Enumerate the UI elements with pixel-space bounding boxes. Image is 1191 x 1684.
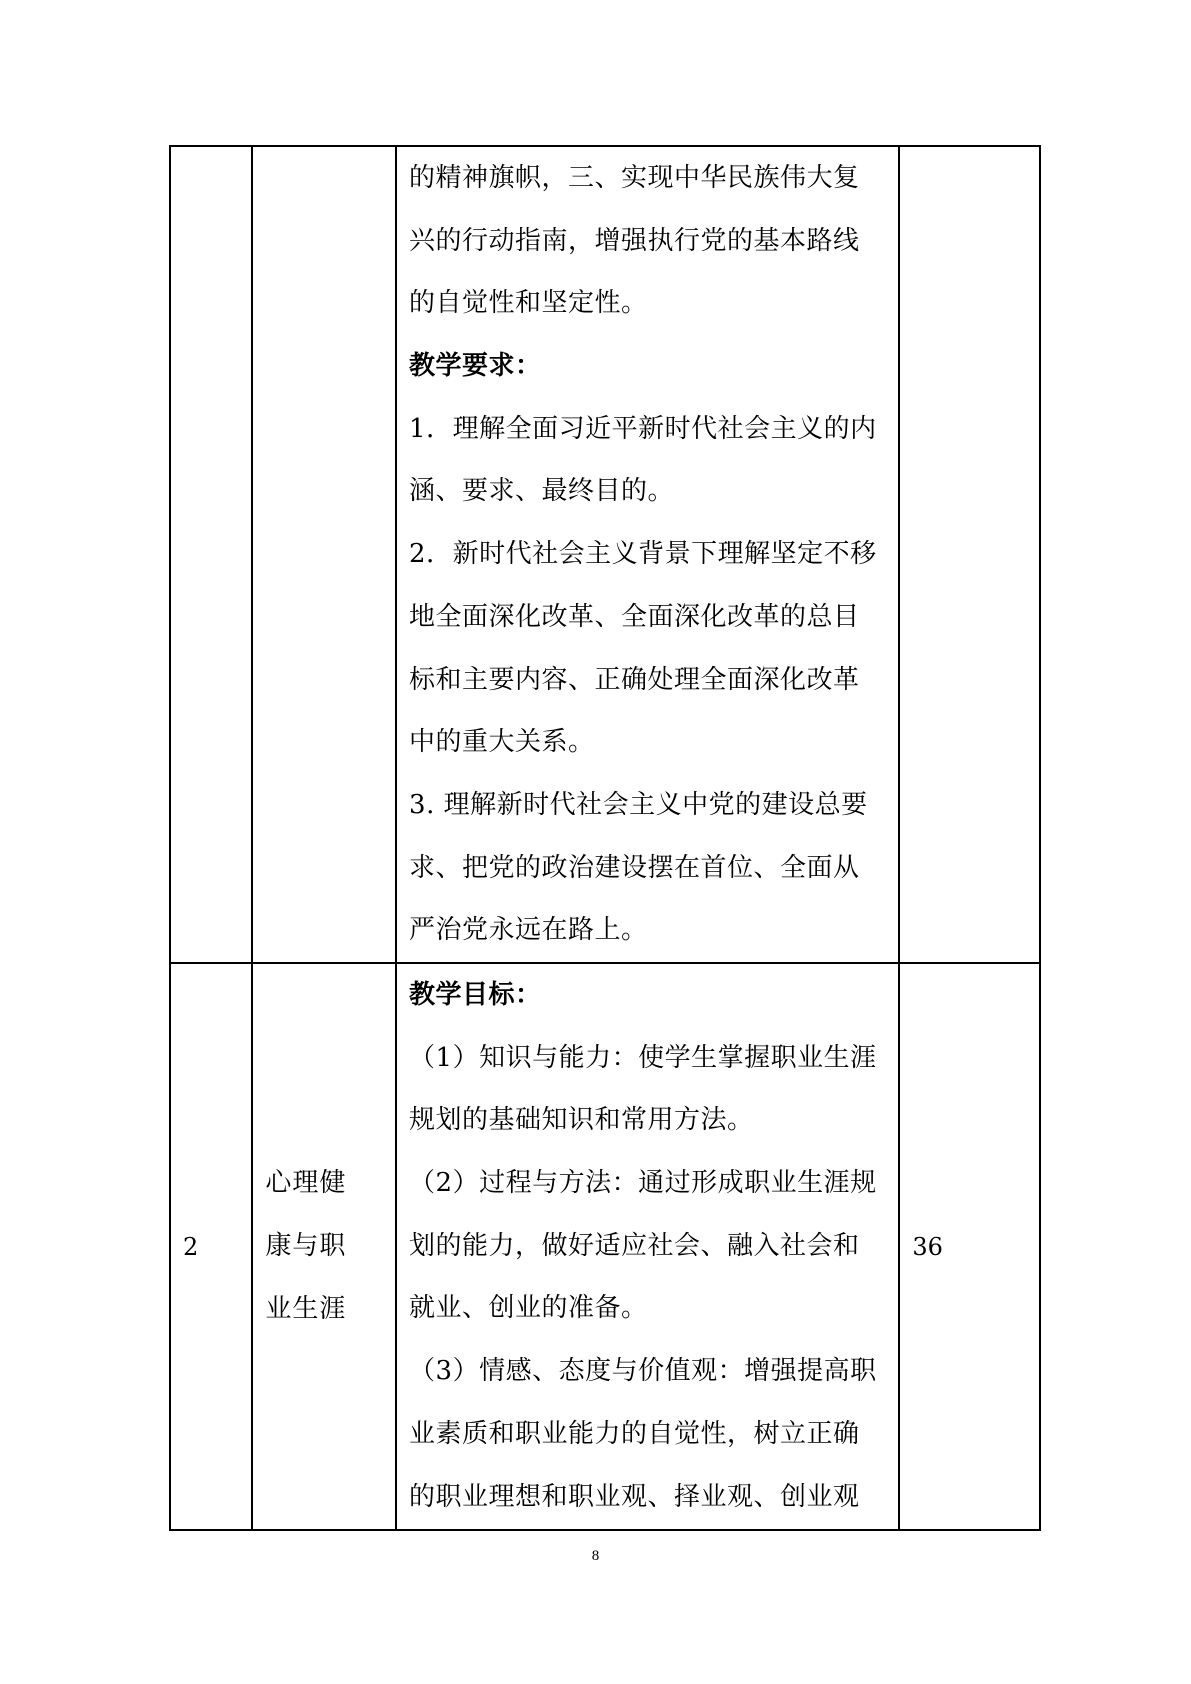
content-line: 涵、要求、最终目的。 [409, 476, 675, 507]
content-line: 3. 理解新时代社会主义中党的建设总要 [409, 789, 868, 820]
content-line: 兴的行动指南，增强执行党的基本路线 [409, 225, 860, 256]
content-line: （2）过程与方法：通过形成职业生涯规 [409, 1168, 877, 1199]
course-name-cell [252, 963, 396, 1530]
hours-cell: 36 [899, 963, 1040, 1530]
course-name-line: 业生涯 [265, 1293, 347, 1324]
section-heading: 教学目标： [409, 980, 542, 1010]
content-line: 的精神旗帜，三、实现中华民族伟大复 [409, 163, 860, 193]
page-number: 8 [591, 1548, 600, 1564]
number-cell [170, 146, 252, 963]
content-line: 严治党永远在路上。 [409, 915, 648, 946]
course-name-line: 康与职 [265, 1231, 347, 1262]
section-heading: 教学要求： [409, 351, 542, 382]
number-cell: 2 [170, 963, 252, 1530]
content-line: 标和主要内容、正确处理全面深化改革 [409, 664, 860, 695]
curriculum-table [169, 145, 1041, 1531]
content-lines [409, 964, 888, 1528]
content-cell [396, 963, 899, 1530]
content-line: 求、把党的政治建设摆在首位、全面从 [409, 852, 860, 883]
content-line: 就业、创业的准备。 [409, 1293, 648, 1324]
content-cell [396, 146, 899, 963]
table-row [170, 146, 1040, 963]
content-line: 中的重大关系。 [409, 727, 595, 758]
table-row [170, 963, 1040, 1530]
content-line: 地全面深化改革、全面深化改革的总目 [409, 601, 860, 632]
content-line: 划的能力，做好适应社会、融入社会和 [409, 1230, 860, 1261]
content-line: 的职业理想和职业观、择业观、创业观 [409, 1481, 860, 1512]
content-line: 规划的基础知识和常用方法。 [409, 1105, 754, 1136]
content-line: 的自觉性和坚定性。 [409, 288, 648, 319]
hours-cell [899, 146, 1040, 963]
course-name-cell [252, 146, 396, 963]
content-line: （1）知识与能力：使学生掌握职业生涯 [409, 1042, 877, 1073]
course-name-line: 心理健 [265, 1168, 347, 1199]
content-line: 2．新时代社会主义背景下理解坚定不移 [409, 539, 877, 570]
content-line: （3）情感、态度与价值观：增强提高职 [409, 1356, 877, 1387]
content-line: 业素质和职业能力的自觉性，树立正确 [409, 1418, 860, 1449]
content-line: 1．理解全面习近平新时代社会主义的内 [409, 413, 877, 444]
content-lines [409, 147, 888, 962]
